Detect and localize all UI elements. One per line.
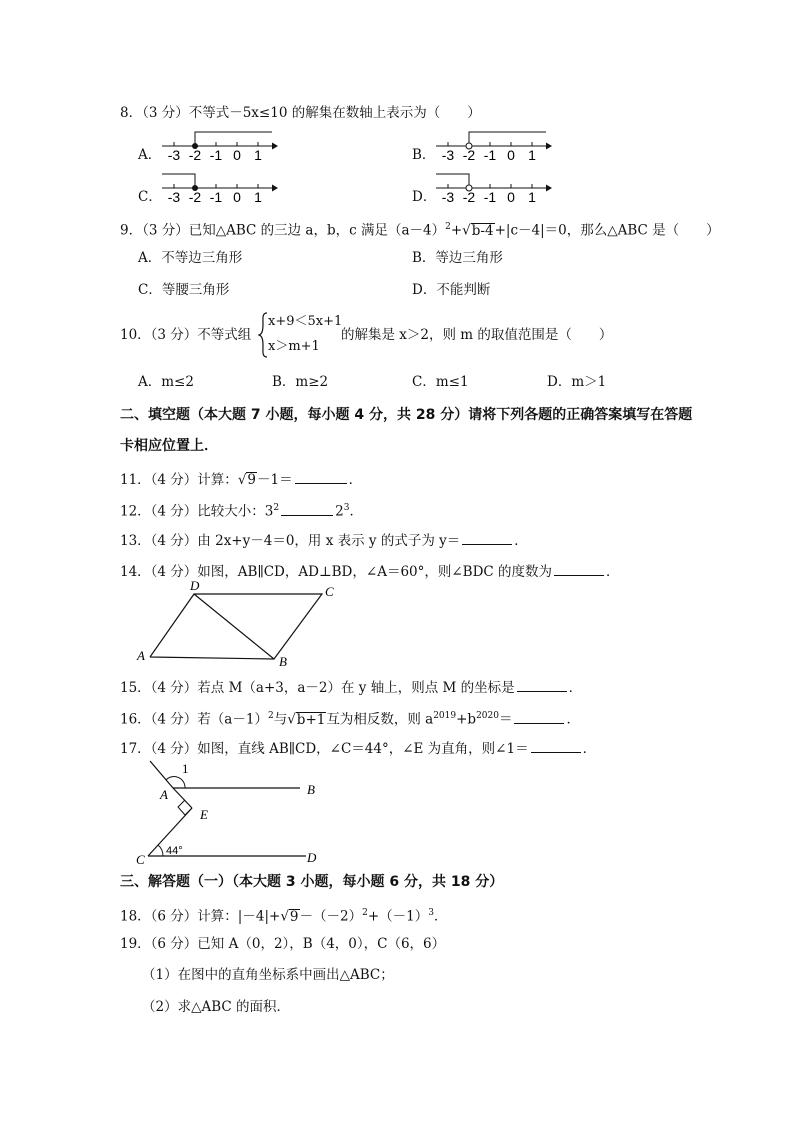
q13-end: ． (514, 533, 528, 549)
q8-option-a-number-line (160, 128, 280, 164)
q10-option-b: B．m≥2 (272, 374, 329, 390)
tick-label: -2 (188, 189, 202, 205)
q18-exp2: 3 (428, 908, 434, 918)
q17-end: ． (582, 741, 597, 757)
q17-label-c: C (136, 852, 145, 867)
q15 (120, 677, 582, 697)
q12-exp2: 3 (343, 503, 350, 513)
q17 (120, 738, 596, 758)
q14-text: 14．（4 分）如图，AB∥CD，AD⊥BD，∠A＝60°，则∠BDC 的度数为 (120, 564, 553, 580)
tick-label: 0 (507, 147, 515, 163)
q9-option-c: C．等腰三角形 (138, 282, 230, 298)
q16-end: ． (566, 711, 580, 728)
q14-end: ． (606, 564, 620, 580)
brace-icon (258, 312, 268, 358)
q10-prefix: 10．（3 分）不等式组 (120, 327, 252, 343)
q12-exp1: 2 (273, 503, 280, 513)
tick-label: -1 (209, 147, 223, 163)
q10-suffix: 的解集是 x＞2，则 m 的取值范围是（ ） (341, 327, 613, 343)
tick-label: -2 (462, 189, 476, 205)
q18-mid2: +（－1） (367, 908, 429, 925)
q14-label-d: D (190, 578, 200, 593)
tick-label: 0 (233, 147, 241, 163)
tick-label: -3 (441, 147, 455, 163)
q14-parallelogram-figure (135, 580, 355, 670)
tick-label: 1 (254, 189, 262, 205)
q16-answer-blank[interactable] (514, 709, 564, 724)
q15-text: 15．（4 分）若点 M（a+3，a－2）在 y 轴上，则点 M 的坐标是 (120, 680, 515, 696)
q17-label-b: B (307, 782, 315, 797)
q10-system-line2: x＞m+1 (268, 339, 320, 354)
tick-label: -3 (167, 147, 181, 163)
section-3-heading: 三、解答题（一）（本大题 3 小题，每小题 6 分，共 18 分） (120, 874, 504, 890)
q13-answer-blank[interactable] (462, 530, 512, 545)
q16-exp2: 2019 (433, 711, 457, 721)
q15-answer-blank[interactable] (517, 677, 567, 692)
q16-exp: 2 (267, 711, 274, 721)
tick-label: -1 (483, 189, 497, 205)
q10-option-c: C．m≤1 (412, 374, 469, 390)
tick-label: -3 (167, 189, 181, 205)
q8-option-c-number-line (160, 170, 280, 206)
tick-label: -3 (441, 189, 455, 205)
q14-label-c: C (325, 584, 334, 599)
q16-prefix: 16．（4 分）若（a－1） (120, 711, 268, 728)
q16-mid2: 互为相反数，则 a (326, 711, 434, 728)
q8-option-d-letter: D． (412, 189, 437, 205)
q16: 16．（4 分）若$(a-1)^2$与√b+1互为相反数，则 $a^{2019}+b^{2020}=$ ． (120, 707, 580, 729)
q14-label-a: A (137, 648, 145, 663)
q15-end: ． (568, 680, 583, 696)
q14-label-b: B (279, 654, 287, 669)
q18-mid: －（－2） (299, 908, 363, 925)
tick-label: 1 (254, 147, 262, 163)
q11-end: ． (348, 472, 363, 488)
q12 (120, 499, 363, 521)
q17-label-1: 1 (182, 761, 189, 776)
tick-label: 1 (528, 189, 536, 205)
q18-prefix: 18．（6 分）计算：|－4|+ (120, 908, 281, 925)
q10-option-a: A．m≤2 (138, 374, 194, 390)
q13-text: 13．（4 分）由 2x+y－4＝0，用 x 表示 y 的式子为 y＝ (120, 533, 461, 549)
q19-part-1: （1）在图中的直角坐标系中画出△ABC； (142, 967, 394, 983)
q11-prefix: 11．（4 分）计算： (120, 472, 238, 488)
q9-sqrt: b-4 (471, 222, 494, 239)
q11: 11．（4 分）计算：√9－1＝ ． (120, 469, 362, 489)
q17-answer-blank[interactable] (531, 738, 581, 753)
q17-text: 17．（4 分）如图，直线 AB∥CD，∠C＝44°，∠E 为直角，则∠1＝ (120, 741, 529, 757)
q9-stem: 9．（3 分）已知△ABC 的三边 a，b，c 满足$(a-4)^2+√b-4+|c-4|=0$，那么△ABC 是（ ） (120, 222, 720, 239)
q9-option-a: A．不等边三角形 (138, 250, 243, 266)
q18-end: ． (433, 908, 448, 925)
tick-label: 0 (233, 189, 241, 205)
q16-sqrt: b+1 (296, 711, 326, 728)
q12-mid: 2 (335, 503, 344, 520)
tick-label: 1 (528, 147, 536, 163)
q11-sqrt: 9 (247, 472, 257, 488)
q19-part-2: （2）求△ABC 的面积． (142, 999, 291, 1015)
q16-eq: ＝ (498, 711, 513, 728)
q13 (120, 530, 528, 550)
q9-plus: + (450, 222, 463, 239)
q19-stem: 19．（6 分）已知 A（0，2），B（4，0），C（6，6） (120, 936, 446, 952)
q10-option-d: D．m＞1 (547, 374, 607, 390)
q12-answer-blank[interactable] (281, 501, 333, 516)
q9-prefix: 9．（3 分）已知△ABC 的三边 a，b，c 满足（a－4） (120, 222, 446, 239)
q11-answer-blank[interactable] (295, 469, 347, 484)
q8-option-c-letter: C． (138, 189, 162, 205)
q8-option-a-letter: A． (138, 147, 162, 163)
q17-label-d: D (307, 850, 317, 865)
tick-label: -2 (462, 147, 476, 163)
tick-label: -1 (209, 189, 223, 205)
section-2-heading: 二、填空题（本大题 7 小题，每小题 4 分，共 28 分）请将下列各题的正确答案填写在答题 (120, 407, 693, 423)
q9-option-d: D．不能判断 (412, 282, 491, 298)
q8-stem: 8．（3 分）不等式－5x≤10 的解集在数轴上表示为（ ） (120, 105, 481, 121)
q8-option-b-letter: B． (412, 147, 436, 163)
q17-angle-label: 44° (166, 845, 183, 857)
q16-mid: 与 (273, 711, 288, 728)
q16-plus: +b (456, 711, 477, 728)
tick-label: 0 (507, 189, 515, 205)
tick-label: -1 (483, 147, 497, 163)
q17-label-e: E (200, 807, 208, 822)
q8-option-d-number-line (434, 170, 554, 206)
q17-parallel-lines-figure (130, 758, 330, 868)
section-2-heading-cont: 卡相应位置上． (120, 438, 218, 454)
q8-option-b-number-line (434, 128, 554, 164)
q10-system-line1: x+9＜5x+1 (268, 314, 343, 329)
q9-exp: 2 (445, 222, 451, 232)
q18: 18．（6 分）计算：$|-4|+√9-(-2)^2+(-1)^3$． (120, 908, 448, 925)
q14-answer-blank[interactable] (554, 561, 604, 576)
tick-label: -2 (188, 147, 202, 163)
q9-option-b: B．等边三角形 (412, 250, 503, 266)
q18-exp: 2 (362, 908, 368, 918)
q12-end: ． (349, 503, 363, 520)
q16-exp3: 2020 (476, 711, 499, 721)
q18-sqrt: 9 (289, 908, 299, 925)
q11-suffix: －1＝ (257, 472, 293, 488)
q12-prefix: 12．（4 分）比较大小：3 (120, 503, 274, 520)
q9-suffix: +|c－4|＝0，那么△ABC 是（ ） (494, 222, 720, 239)
q17-label-a: A (160, 787, 168, 802)
